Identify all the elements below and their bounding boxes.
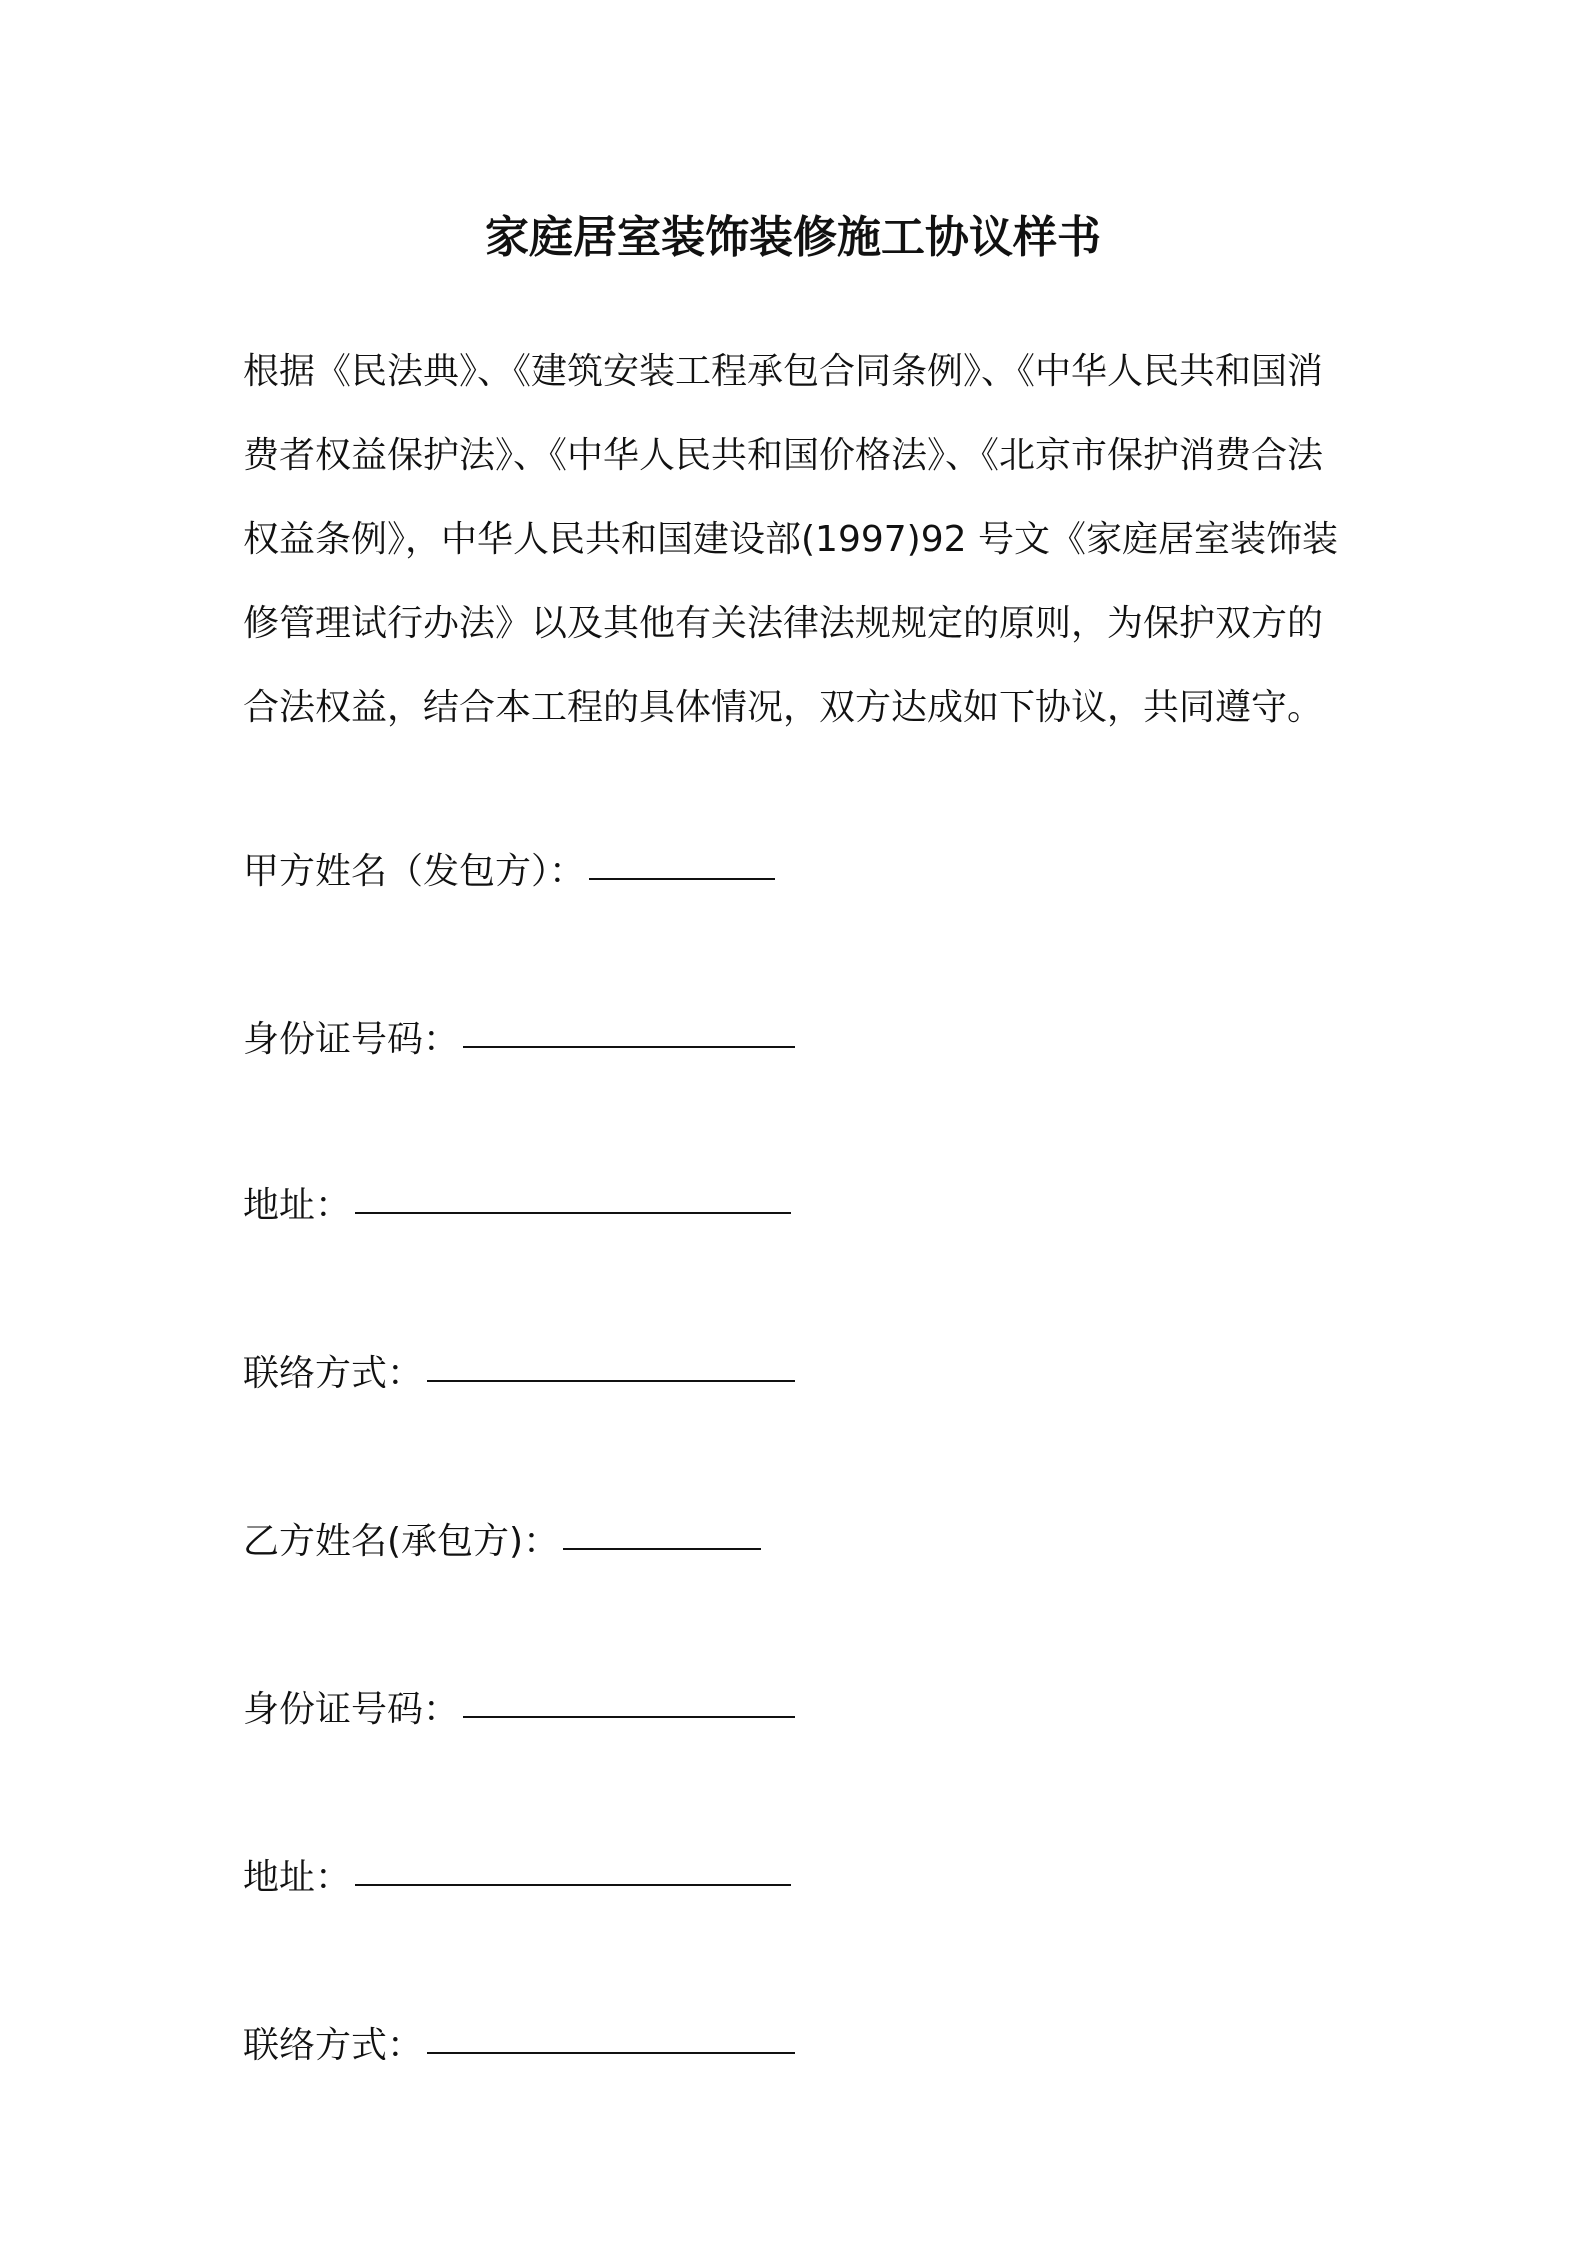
- intro-paragraph: 根据《民法典》、《建筑安装工程承包合同条例》、《中华人民共和国消费者权益保护法》、《中华人民共和国价格法》、《北京市保护消费合法权益条例》，中华人民共和国建设部(1997)92 号文《家庭居室装饰装修管理试行办法》以及其他有关法律法规规定的原则，为保护双方的合法权益，结合本工程的具体情况，双方达成如下协议，共同遵守。: [243, 351, 1338, 728]
- party-b-address-label: 地址：: [243, 1856, 352, 1898]
- party-a-id-field: [243, 1006, 795, 1066]
- party-b-contact-blank[interactable]: [427, 2012, 795, 2054]
- party-a-address-blank[interactable]: [355, 1172, 791, 1214]
- party-a-name-label: 甲方姓名（发包方）：: [243, 850, 586, 892]
- party-b-id-field: [243, 1676, 795, 1736]
- party-b-contact-label: 联络方式：: [243, 2024, 424, 2066]
- party-b-name-label: 乙方姓名(承包方)：: [243, 1520, 560, 1562]
- party-a-id-blank[interactable]: [463, 1006, 795, 1048]
- party-a-address-label: 地址：: [243, 1184, 352, 1226]
- party-b-id-label: 身份证号码：: [243, 1688, 460, 1730]
- party-a-id-label: 身份证号码：: [243, 1018, 460, 1060]
- party-a-contact-field: [243, 1340, 795, 1400]
- party-b-id-blank[interactable]: [463, 1676, 795, 1718]
- party-a-name-field: [243, 838, 775, 898]
- party-b-name-field: [243, 1508, 761, 1568]
- party-b-address-field: [243, 1844, 791, 1904]
- document-title: 家庭居室装饰装修施工协议样书: [485, 212, 1101, 263]
- party-b-name-blank[interactable]: [563, 1508, 761, 1550]
- party-a-contact-blank[interactable]: [427, 1340, 795, 1382]
- party-b-contact-field: [243, 2012, 795, 2072]
- party-a-contact-label: 联络方式：: [243, 1352, 424, 1394]
- party-b-address-blank[interactable]: [355, 1844, 791, 1886]
- party-a-name-blank[interactable]: [589, 838, 775, 880]
- party-a-address-field: [243, 1172, 791, 1232]
